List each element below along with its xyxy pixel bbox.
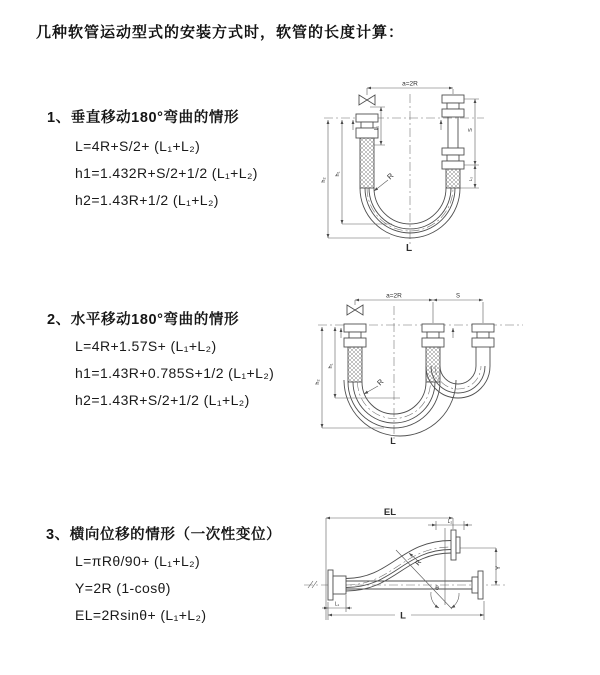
dim-label-l2: L₂ — [447, 519, 453, 525]
middle-hose-connector — [422, 324, 444, 382]
right-hose-connector — [442, 95, 464, 188]
radius-label: R — [375, 377, 386, 388]
formula-line: h1=1.432R+S/2+1/2 (L₁+L₂) — [75, 165, 258, 181]
formula-line: h1=1.43R+0.785S+1/2 (L₁+L₂) — [75, 365, 275, 381]
left-hose-connector — [356, 114, 378, 188]
diagram-horizontal-180 — [308, 282, 600, 454]
u-hose-original — [344, 380, 456, 436]
dimension-h-outer — [321, 120, 390, 238]
radius-callout — [374, 171, 396, 191]
right-hose-connector — [472, 324, 494, 366]
dim-label-l1: L₁ — [374, 125, 380, 131]
section2-formulas — [75, 335, 274, 416]
radius-label: R — [385, 171, 396, 182]
length-label: L — [405, 243, 413, 254]
length-label: L — [390, 436, 396, 446]
right-flange — [472, 571, 483, 599]
dimension-s — [464, 99, 479, 165]
dim-label-s: S — [455, 293, 461, 300]
dim-label-s: S — [468, 128, 474, 132]
angle-label: θ — [435, 585, 439, 592]
dim-label-h1: h₁ — [328, 363, 334, 369]
section3-heading: 3、横向位移的情形（一次性变位） — [46, 527, 282, 543]
formula-line: L=πRθ/90+ (L₁+L₂) — [75, 553, 201, 569]
dim-label-y: Y — [495, 565, 502, 571]
formula-line: h2=1.43R+S/2+1/2 (L₁+L₂) — [75, 392, 250, 408]
page-title: 几种软管运动型式的安装方式时，软管的长度计算： — [36, 24, 405, 41]
section1-formulas — [75, 135, 258, 216]
dimension-l — [328, 601, 484, 622]
dim-label-l1: L₁ — [334, 601, 340, 608]
radius-callout — [364, 377, 386, 394]
formula-line: EL=2Rsinθ+ (L₁+L₂) — [75, 607, 207, 623]
diagram-vertical-180 — [312, 70, 600, 260]
dimension-top-s — [433, 294, 483, 324]
valve-icon — [347, 300, 363, 315]
dim-label-h2: h₂ — [321, 177, 327, 183]
dim-label-h1: h₁ — [335, 171, 341, 177]
dimension-l2 — [428, 519, 472, 530]
dimension-top-a2r — [367, 81, 453, 95]
dimension-y — [495, 548, 502, 585]
dim-label-l: L — [400, 610, 406, 622]
dim-label-a2r: a=2R — [386, 292, 402, 300]
dim-label-a2r: a=2R — [402, 80, 418, 88]
dim-label-l2: L₂ — [468, 176, 473, 182]
dimension-l1 — [322, 595, 352, 612]
formula-line: h2=1.43R+1/2 (L₁+L₂) — [75, 192, 219, 208]
formula-line: Y=2R (1-cosθ) — [75, 580, 171, 596]
s-curve-hose — [346, 541, 451, 592]
dim-label-h2: h₂ — [315, 379, 321, 385]
valve-icon — [359, 88, 375, 105]
left-hose-connector — [344, 324, 366, 382]
formula-line: L=4R+1.57S+ (L₁+L₂) — [75, 338, 217, 354]
formula-line: L=4R+S/2+ (L₁+L₂) — [75, 138, 201, 154]
section2-heading: 2、水平移动180°弯曲的情形 — [47, 312, 240, 328]
raised-flange — [451, 530, 496, 560]
dimension-top-a2r — [355, 293, 433, 301]
dim-label-el: EL — [383, 507, 397, 518]
radius-label: R — [414, 558, 424, 568]
section3-formulas — [75, 550, 206, 631]
left-flange — [328, 570, 346, 600]
diagram-lateral-displacement — [298, 500, 600, 650]
section1-heading: 1、垂直移动180°弯曲的情形 — [47, 110, 240, 126]
